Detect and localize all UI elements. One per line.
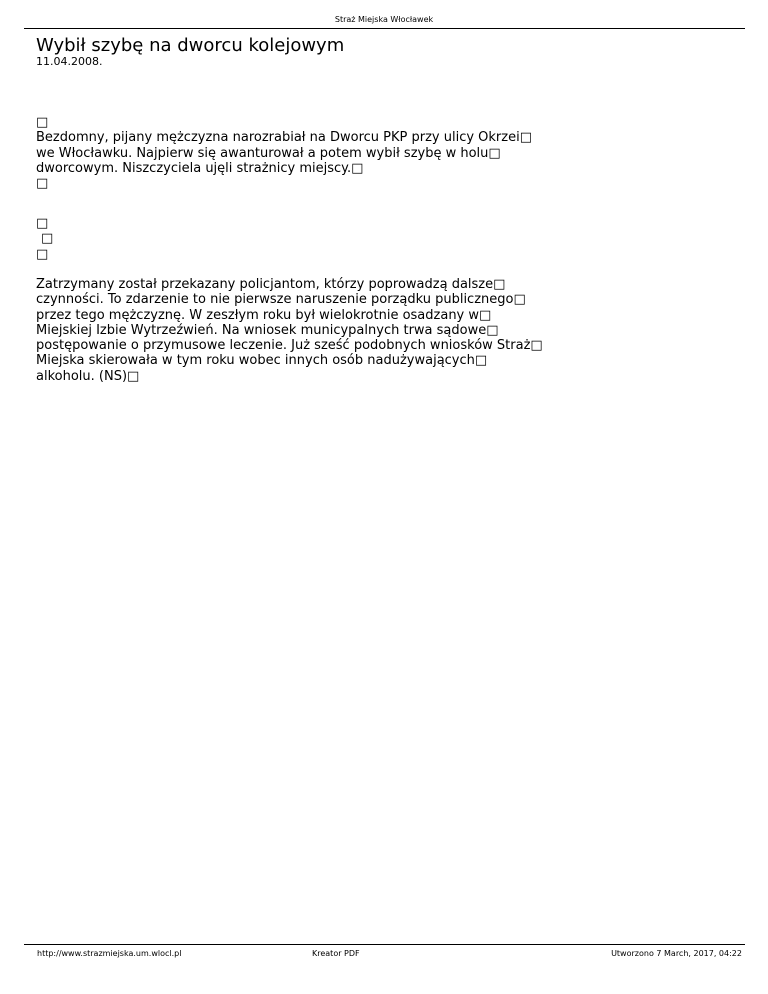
footer-url-link[interactable]: http://www.strazmiejska.um.wlocl.pl: [37, 949, 182, 958]
footer-generator: Kreator PDF: [312, 949, 360, 958]
text-line: Bezdomny, pijany mężczyzna narozrabiał na Dworcu PKP przy ulicy Okrzei□: [36, 130, 532, 146]
text-line: Miejskiej Izbie Wytrzeźwień. Na wniosek municypalnych trwa sądowe□: [36, 322, 499, 338]
footer-created-date: Utworzono 7 March, 2017, 04:22: [611, 949, 742, 958]
article-placeholder-lines: [36, 216, 53, 262]
article-date: 11.04.2008.: [36, 55, 103, 68]
text-line: □: [36, 216, 49, 231]
article-body: [36, 277, 543, 384]
text-line: □: [36, 176, 49, 192]
page-header-site-name: Straż Miejska Włocławek: [334, 15, 434, 24]
text-line: Zatrzymany został przekazany policjantom, którzy poprowadzą dalsze□: [36, 277, 506, 292]
text-line: alkoholu. (NS)□: [36, 368, 140, 384]
text-line: dworcowym. Niszczyciela ujęli strażnicy miejscy.□: [36, 160, 364, 176]
text-line: □: [36, 115, 49, 130]
header-divider: [24, 28, 745, 29]
text-line: □: [41, 231, 54, 247]
text-line: czynności. To zdarzenie to nie pierwsze naruszenie porządku publicznego□: [36, 292, 526, 308]
article-intro: [36, 115, 532, 191]
text-line: postępowanie o przymusowe leczenie. Już sześć podobnych wniosków Straż□: [36, 338, 543, 354]
text-line: we Włocławku. Najpierw się awanturował a potem wybił szybę w holu□: [36, 145, 501, 161]
article-title: Wybił szybę na dworcu kolejowym: [36, 35, 345, 56]
text-line: przez tego mężczyznę. W zeszłym roku był wielokrotnie osadzany w□: [36, 307, 492, 323]
text-line: Miejska skierowała w tym roku wobec innych osób nadużywających□: [36, 353, 488, 369]
footer-divider: [24, 944, 745, 945]
text-line: □: [36, 246, 49, 262]
